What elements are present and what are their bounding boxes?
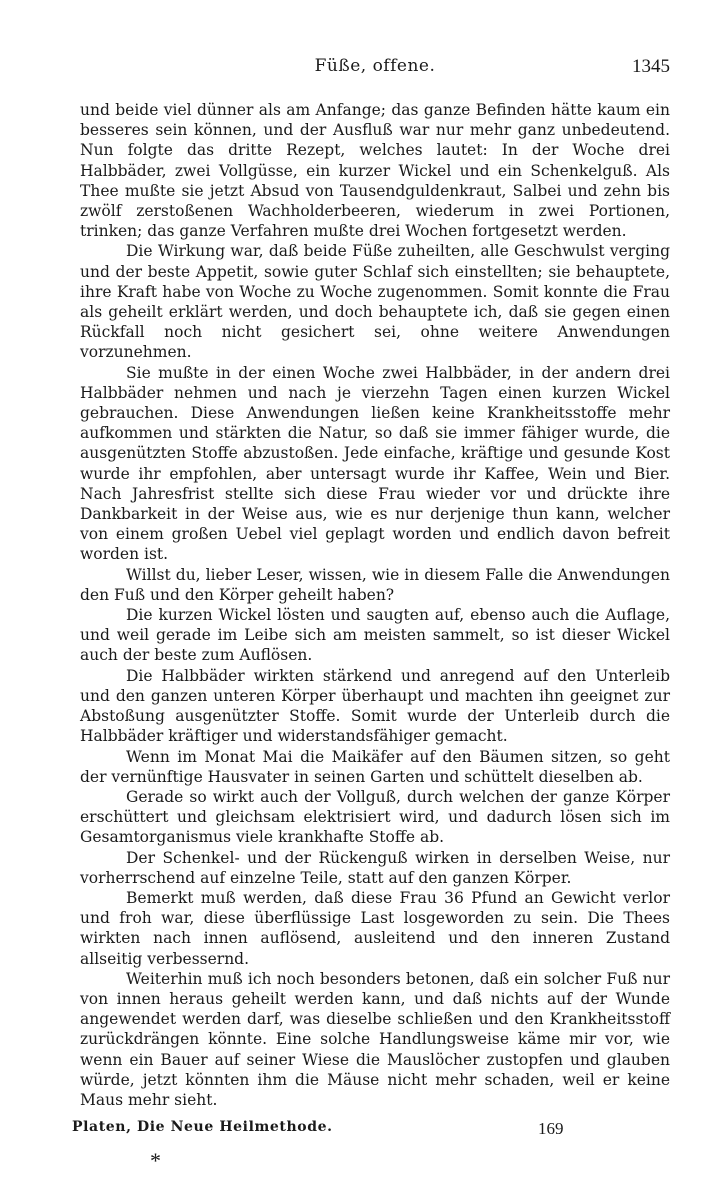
running-title: Füße, offene. [314, 56, 436, 76]
paragraph: Willst du, lieber Leser, wissen, wie in diesem Falle die Anwendungen den Fuß und den Körper geheilt haben? [80, 565, 670, 604]
paragraph: Der Schenkel- und der Rückenguß wirken in derselben Weise, nur vorherrschend auf einzelne Teile, statt auf den ganzen Körper. [80, 848, 670, 887]
page-footer [72, 1119, 572, 1143]
paragraph: Wenn im Monat Mai die Maikäfer auf den Bäumen sitzen, so geht der vernünftige Hausvater in seinen Garten und schüttelt dieselben ab. [80, 747, 670, 786]
page-number: 1345 [632, 56, 670, 77]
body-text [80, 100, 670, 1110]
paragraph: Sie mußte in der einen Woche zwei Halbbäder, in der andern drei Halbbäder nehmen und nach je vierzehn Tagen einen kurzen Wickel gebrauchen. Diese Anwendungen ließen keine Krankheitsstoffe mehr aufkommen und stärkten die Natur, so daß sie immer fähiger wurde, die ausgenützten Stoffe abzustoßen. Jede einfache, kräftige und gesunde Kost wurde ihr empfohlen, aber untersagt wurde ihr Kaffee, Wein und Bier. Nach Jahresfrist stellte sich diese Frau wieder vor und drückte ihre Dankbarkeit in der Weise aus, wie es nur derjenige thun kann, welcher von einem großen Uebel viel geplagt worden und endlich davon befreit worden ist. [80, 363, 670, 564]
paragraph: Weiterhin muß ich noch besonders betonen, daß ein solcher Fuß nur von innen heraus geheilt werden kann, und daß nichts auf der Wunde angewendet werden darf, was dieselbe schließen und den Krankheitsstoff zurückdrängen könnte. Eine solche Handlungsweise käme mir vor, wie wenn ein Bauer auf seiner Wiese die Mauslöcher zustopfen und glauben würde, jetzt könnten ihm die Mäuse nicht mehr schaden, weil er keine Maus mehr sieht. [80, 969, 670, 1109]
paragraph: Die kurzen Wickel lösten und saugten auf, ebenso auch die Auflage, und weil gerade im Leibe sich am meisten sammelt, so ist dieser Wickel auch der beste zum Auflösen. [80, 606, 670, 665]
footer-author-line: Platen, Die Neue Heilmethode. [72, 1119, 333, 1135]
paragraph: Gerade so wirkt auch der Vollguß, durch welchen der ganze Körper erschüttert und gleichsam elektrisiert wird, und dadurch lösen sich im Gesamtorganismus viele krankhafte Stoffe ab. [80, 787, 670, 847]
paragraph: und beide viel dünner als am Anfange; das ganze Befinden hätte kaum ein besseres sein können, und der Ausfluß war nur mehr ganz unbedeutend. Nun folgte das dritte Rezept, welches lautet: In der Woche drei Halbbäder, zwei Vollgüsse, ein kurzer Wickel und ein Schenkelguß. Als Thee mußte sie jetzt Absud von Tausendguldenkraut, Salbei und zehn bis zwölf zerstoßenen Wachholderbeeren, wiederum in zwei Portionen, trinken; das ganze Verfahren mußte drei Wochen fortgesetzt werden. [80, 101, 670, 241]
paragraph: Bemerkt muß werden, daß diese Frau 36 Pfund an Gewicht verlor und froh war, diese überflüssige Last losgeworden zu sein. Die Thees wirkten nach innen auflösend, ausleitend und den inneren Zustand allseitig verbessernd. [80, 888, 670, 968]
footer-signature-mark: * [150, 1148, 161, 1173]
running-head [80, 56, 670, 82]
paragraph: Die Halbbäder wirkten stärkend und anregend auf den Unterleib und den ganzen unteren Körper überhaupt und machten ihn geeignet zur Abstoßung ausgenützter Stoffe. Somit wurde der Unterleib durch die Halbbäder kräftiger und widerstandsfähiger gemacht. [80, 666, 670, 746]
footer-sheet-number: 169 [538, 1119, 564, 1138]
paragraph: Die Wirkung war, daß beide Füße zuheilten, alle Geschwulst verging und der beste Appetit, sowie guter Schlaf sich einstellten; sie behauptete, ihre Kraft habe von Woche zu Woche zugenommen. Somit konnte die Frau als geheilt erklärt werden, und doch behauptete ich, daß sie gegen einen Rückfall noch nicht gesichert sei, ohne weitere Anwendungen vorzunehmen. [80, 242, 670, 362]
